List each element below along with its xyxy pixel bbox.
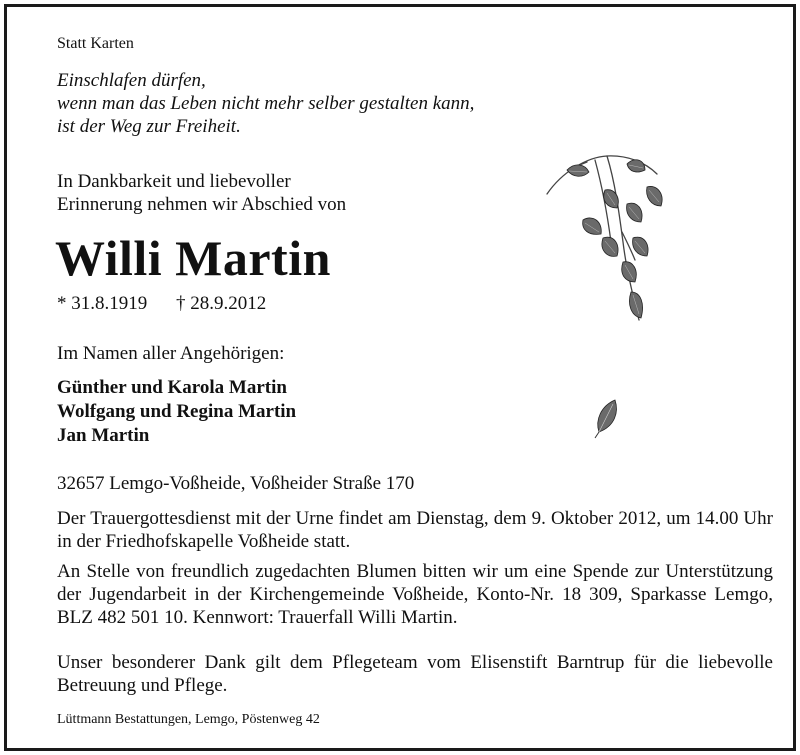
falling-leaf-icon	[589, 392, 629, 442]
address: 32657 Lemgo-Voßheide, Voßheider Straße 170	[57, 473, 415, 494]
thanks-paragraph	[57, 651, 773, 697]
donation-paragraph	[57, 560, 773, 629]
mourner-name: Günther und Karola Martin	[57, 377, 287, 398]
intro-line-2: Erinnerung nehmen wir Abschied von	[57, 194, 347, 215]
intro-line-1: In Dankbarkeit und liebevoller	[57, 171, 291, 192]
birth-date: * 31.8.1919	[57, 293, 148, 314]
poem-line-3: ist der Weg zur Freiheit.	[57, 116, 241, 137]
service-text: Der Trauergottesdienst mit der Urne findet am Dienstag, dem 9. Oktober 2012, um 14.00 Uhr in der Friedhofskapelle Voßheide statt.	[57, 508, 773, 552]
obituary-frame	[4, 4, 796, 751]
death-date: † 28.9.2012	[176, 293, 267, 314]
mourner-name: Wolfgang und Regina Martin	[57, 401, 297, 422]
mourners-intro: Im Namen aller Angehörigen:	[57, 343, 285, 364]
poem-line-1: Einschlafen dürfen,	[57, 70, 206, 91]
birch-branch-icon	[527, 142, 677, 352]
funeral-home: Lüttmann Bestattungen, Lemgo, Pöstenweg 42	[57, 712, 320, 727]
obituary-content	[7, 7, 793, 748]
deceased-name: Willi Martin	[55, 230, 331, 286]
poem-line-2: wenn man das Leben nicht mehr selber gestalten kann,	[57, 93, 475, 114]
mourner-name: Jan Martin	[57, 425, 150, 446]
donation-text: An Stelle von freundlich zugedachten Blumen bitten wir um eine Spende zur Unterstützung der Jugendarbeit in der Kirchengemeinde Voßheide, Konto-Nr. 18 309, Sparkasse Lemgo, BLZ 482 501 10. Kennwort: Trauerfall Willi Martin.	[57, 561, 773, 628]
service-paragraph	[57, 507, 773, 553]
statt-karten-label: Statt Karten	[57, 35, 134, 52]
thanks-text: Unser besonderer Dank gilt dem Pflegeteam vom Elisenstift Barntrup für die liebevolle Betreuung und Pflege.	[57, 652, 773, 696]
